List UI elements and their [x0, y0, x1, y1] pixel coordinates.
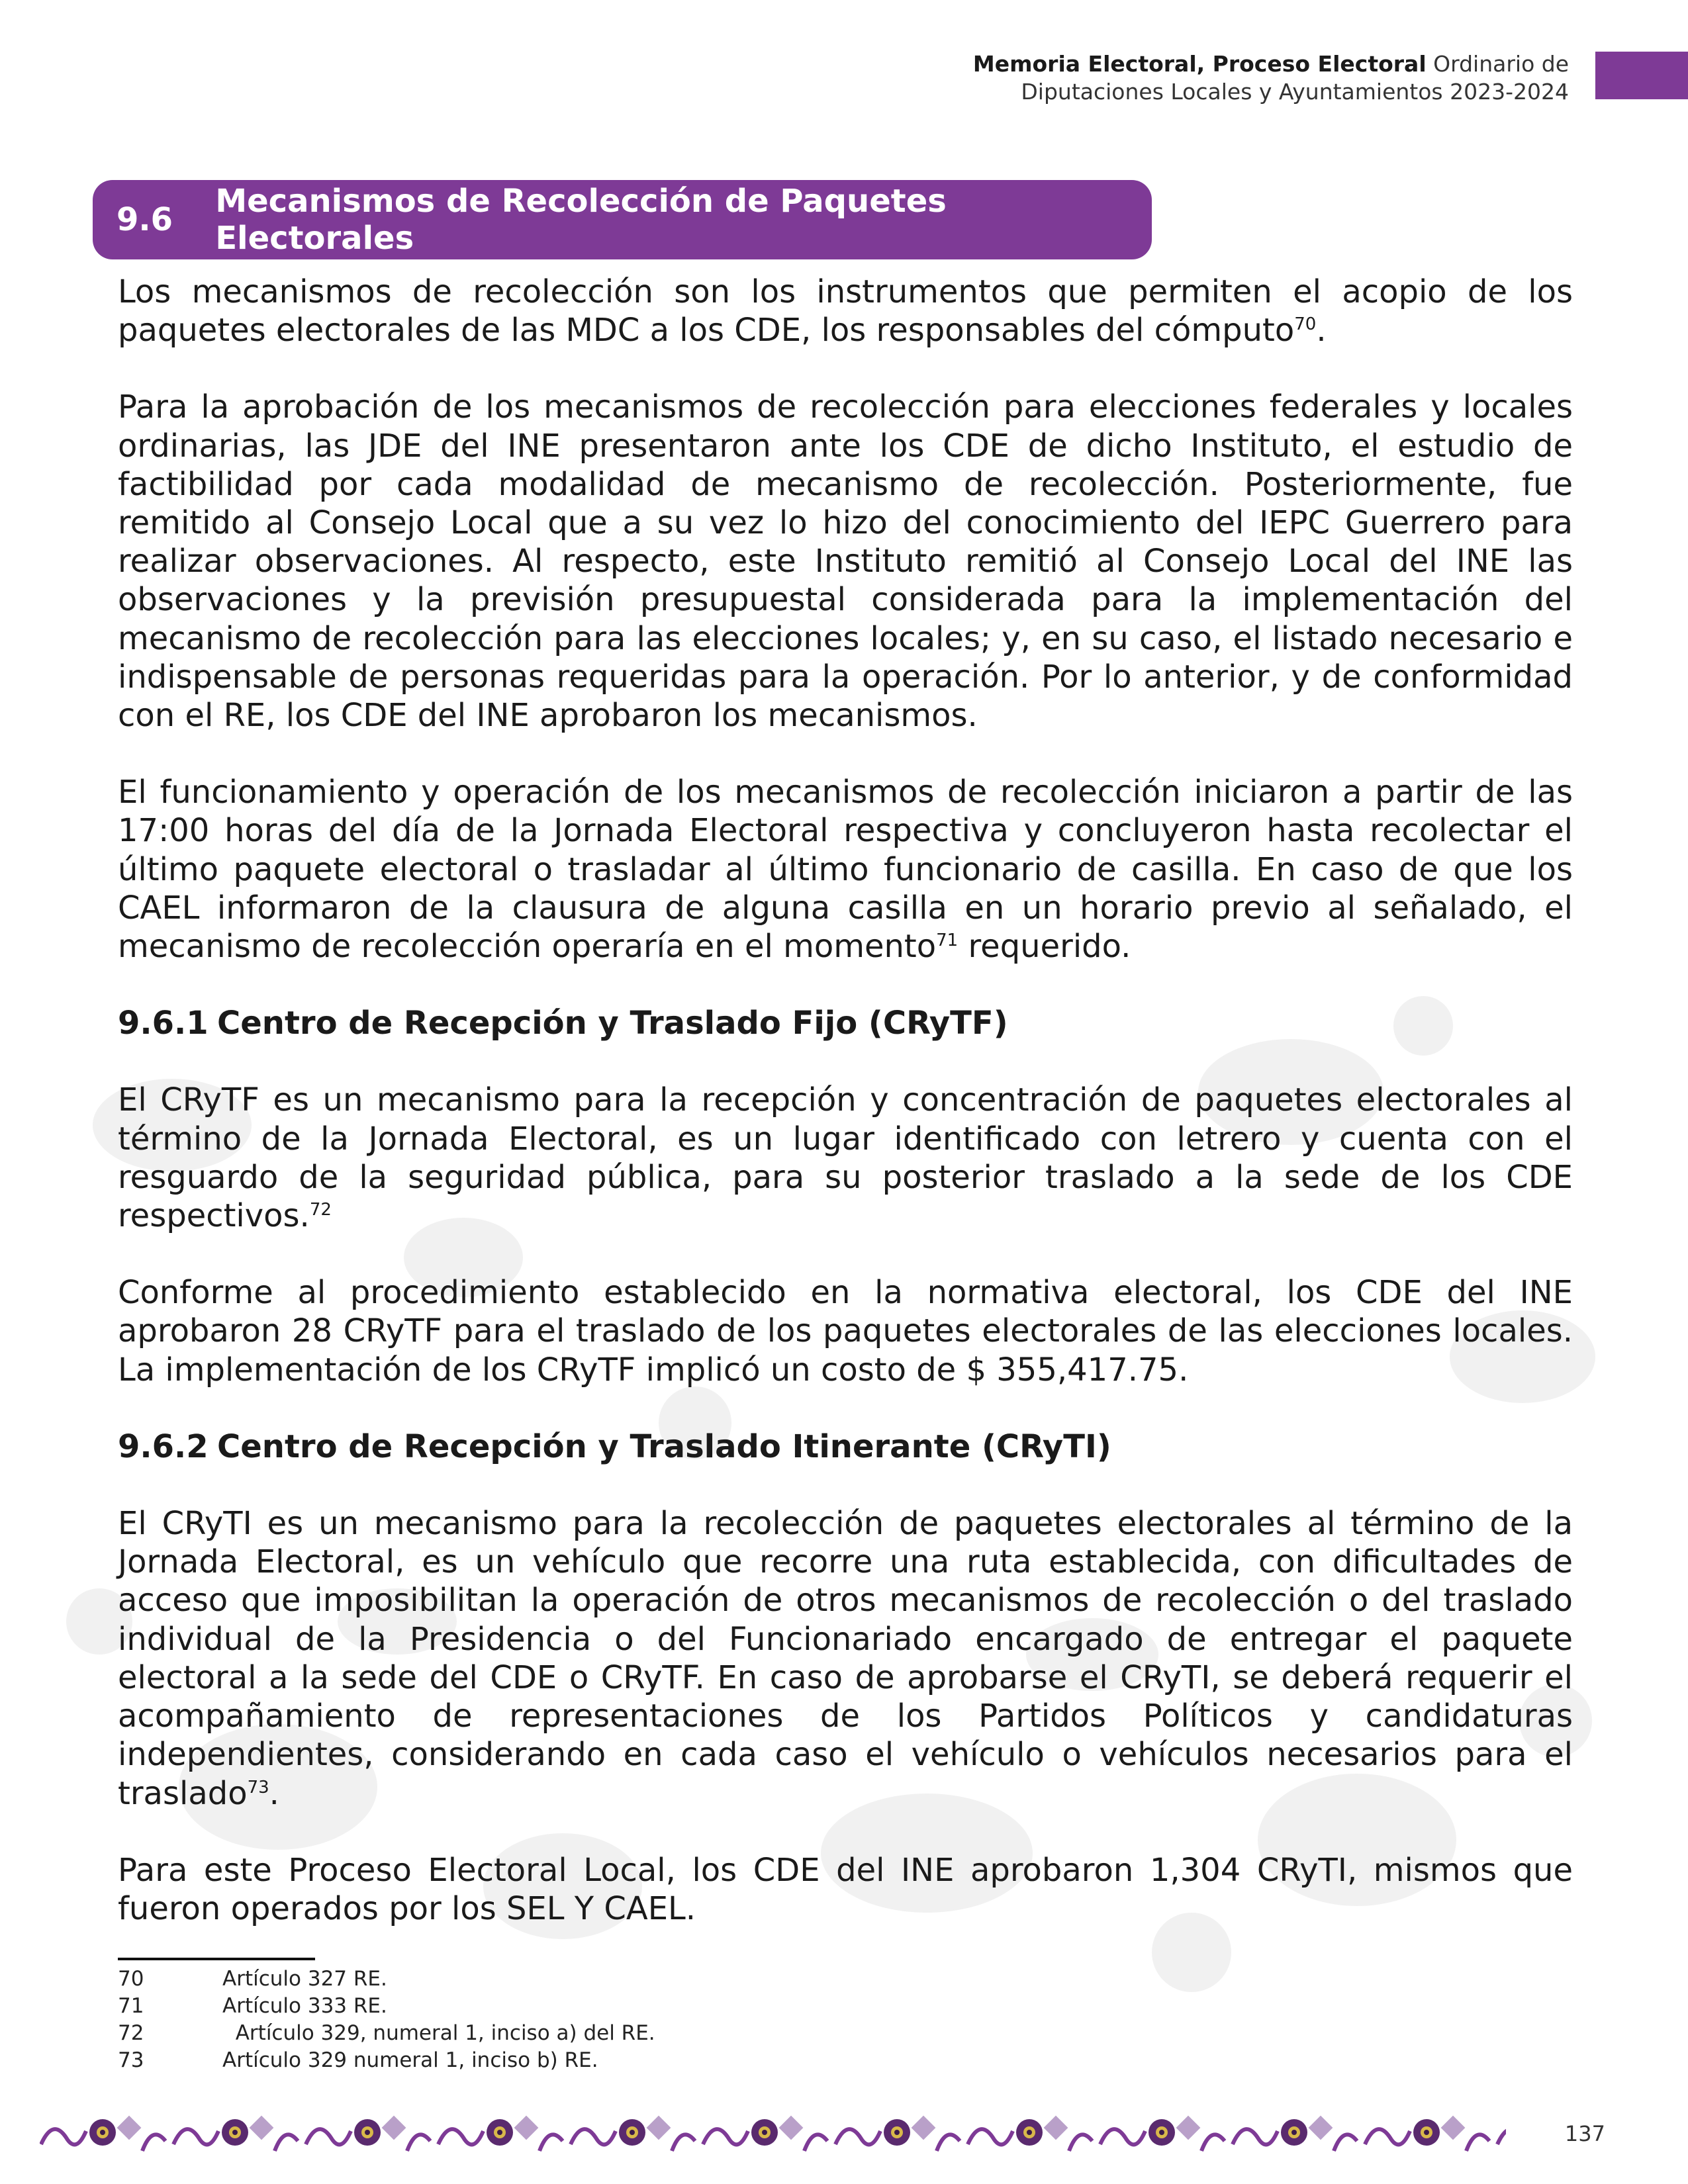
paragraph [118, 1081, 1573, 1235]
footnote-ref: 72 [309, 1200, 332, 1220]
paragraph: Conforme al procedimiento establecido en la normativa electoral, los CDE del INE aprobaron 28 CRyTF para el traslado de los paquetes electorales de las elecciones locales. La implementación de los CRyTF implicó un costo de $ 355,417.75. [118, 1274, 1573, 1388]
header-subtitle: Diputaciones Locales y Ayuntamientos 2023-2024 [1021, 79, 1569, 105]
subsection-title: Centro de Recepción y Traslado Fijo (CRyTF) [217, 1005, 1008, 1042]
border-motif [438, 2116, 563, 2151]
paragraph-text: Los mecanismos de recolección son los instrumentos que permiten el acopio de los paquetes electorales de las MDC a los CDE, los responsables del cómputo [118, 273, 1573, 349]
subsection-number: 9.6.2 [118, 1428, 209, 1465]
paragraph [118, 1504, 1573, 1813]
border-motif [571, 2116, 695, 2151]
section-number: 9.6 [117, 201, 173, 238]
footnote-text: Artículo 329, numeral 1, inciso a) del RE. [222, 2021, 655, 2045]
border-motif [41, 2116, 165, 2151]
paragraph-end: requerido. [958, 928, 1131, 966]
main-body [118, 273, 1573, 1966]
footnote [118, 1966, 655, 1993]
section-title: Mecanismos de Recolección de Paquetes Electorales [215, 183, 947, 257]
border-motif [173, 2116, 298, 2151]
running-header [708, 50, 1569, 106]
border-motif [306, 2116, 430, 2151]
section-heading [93, 180, 1152, 259]
footnote [118, 1993, 655, 2020]
footnote-text: Artículo 327 RE. [222, 1967, 387, 1991]
footnote [118, 2047, 655, 2074]
border-motif [968, 2116, 1092, 2151]
page-number: 137 [1564, 2121, 1605, 2146]
border-motif [1100, 2116, 1225, 2151]
header-title-rest: Ordinario de [1426, 51, 1569, 77]
paragraph-end: . [269, 1774, 279, 1812]
footnote-text: Artículo 333 RE. [222, 1994, 387, 2018]
paragraph-text: El CRyTF es un mecanismo para la recepción y concentración de paquetes electorales al término de la Jornada Electoral, es un lugar identificado con letrero y cuenta con el resguardo de la seguridad pública, para su posterior traslado a la sede de los CDE respectivos. [118, 1081, 1573, 1235]
header-title-line [708, 50, 1569, 78]
paragraph-text: El funcionamiento y operación de los mecanismos de recolección iniciaron a partir de las 17:00 horas del día de la Jornada Electoral respectiva y concluyeron hasta recolectar el último paquete electoral o trasladar al último funcionario de casilla. En caso de que los CAEL informaron de la clausura de alguna casilla en un horario previo al señalado, el mecanismo de recolección operaría en el momento [118, 774, 1573, 966]
paragraph: Para la aprobación de los mecanismos de recolección para elecciones federales y locales ordinarias, las JDE del INE presentaron ante los CDE de dicho Instituto, el estudio de factibilidad por cada modalidad de mecanismo de recolección. Posteriormente, fue remitido al Consejo Local que a su vez lo hizo del conocimiento del IEPC Guerrero para realizar observaciones. Al respecto, este Instituto remitió al Consejo Local del INE las observaciones y la previsión presupuestal considerada para la implementación del mecanismo de recolección para las elecciones locales; y, en su caso, el listado necesario e indispensable de personas requeridas para la operación. Por lo anterior, y de conformidad con el RE, los CDE del INE aprobaron los mecanismos. [118, 388, 1573, 735]
footnote-ref: 70 [1294, 314, 1317, 335]
footnote-ref: 73 [247, 1777, 269, 1797]
paragraph: Para este Proceso Electoral Local, los CDE del INE aprobaron 1,304 CRyTI, mismos que fueron operados por los SEL Y CAEL. [118, 1851, 1573, 1927]
subsection-heading [118, 1428, 1573, 1466]
footnote [118, 2020, 655, 2047]
embroidered-border [40, 2105, 1506, 2161]
header-title-bold: Memoria Electoral, Proceso Electoral [972, 51, 1427, 77]
header-color-tab [1595, 52, 1688, 99]
footnotes [118, 1966, 655, 2074]
footnote-divider [118, 1958, 315, 1960]
footnote-text: Artículo 329 numeral 1, inciso b) RE. [222, 2048, 598, 2072]
subsection-number: 9.6.1 [118, 1005, 209, 1042]
footnote-number: 70 [118, 1967, 144, 1991]
footnote-number: 73 [118, 2048, 144, 2072]
border-motif [1497, 2116, 1506, 2151]
subsection-heading [118, 1004, 1573, 1042]
border-motif [1233, 2116, 1357, 2151]
footnote-ref: 71 [936, 931, 959, 951]
border-motif [835, 2116, 960, 2151]
footnote-number: 71 [118, 1994, 144, 2018]
paragraph-text: El CRyTI es un mecanismo para la recolección de paquetes electorales al término de la Jornada Electoral, es un vehículo que recorre una ruta establecida, con dificultades de acceso que imposibilitan la operación de otros mecanismos de recolección o del traslado individual de la Presidencia o del Funcionariado encargado de entregar el paquete electoral a la sede del CDE o CRyTF. En caso de aprobarse el CRyTI, se deberá requerir el acompañamiento de representaciones de los Partidos Políticos y candidaturas independientes, considerando en cada caso el vehículo o vehículos necesarios para el traslado [118, 1505, 1573, 1812]
border-motif [1365, 2116, 1489, 2151]
border-motif [703, 2116, 827, 2151]
paragraph [118, 773, 1573, 966]
subsection-title: Centro de Recepción y Traslado Itinerante (CRyTI) [217, 1428, 1111, 1465]
footnote-number: 72 [118, 2021, 144, 2045]
paragraph [118, 273, 1573, 349]
paragraph-end: . [1316, 312, 1327, 349]
